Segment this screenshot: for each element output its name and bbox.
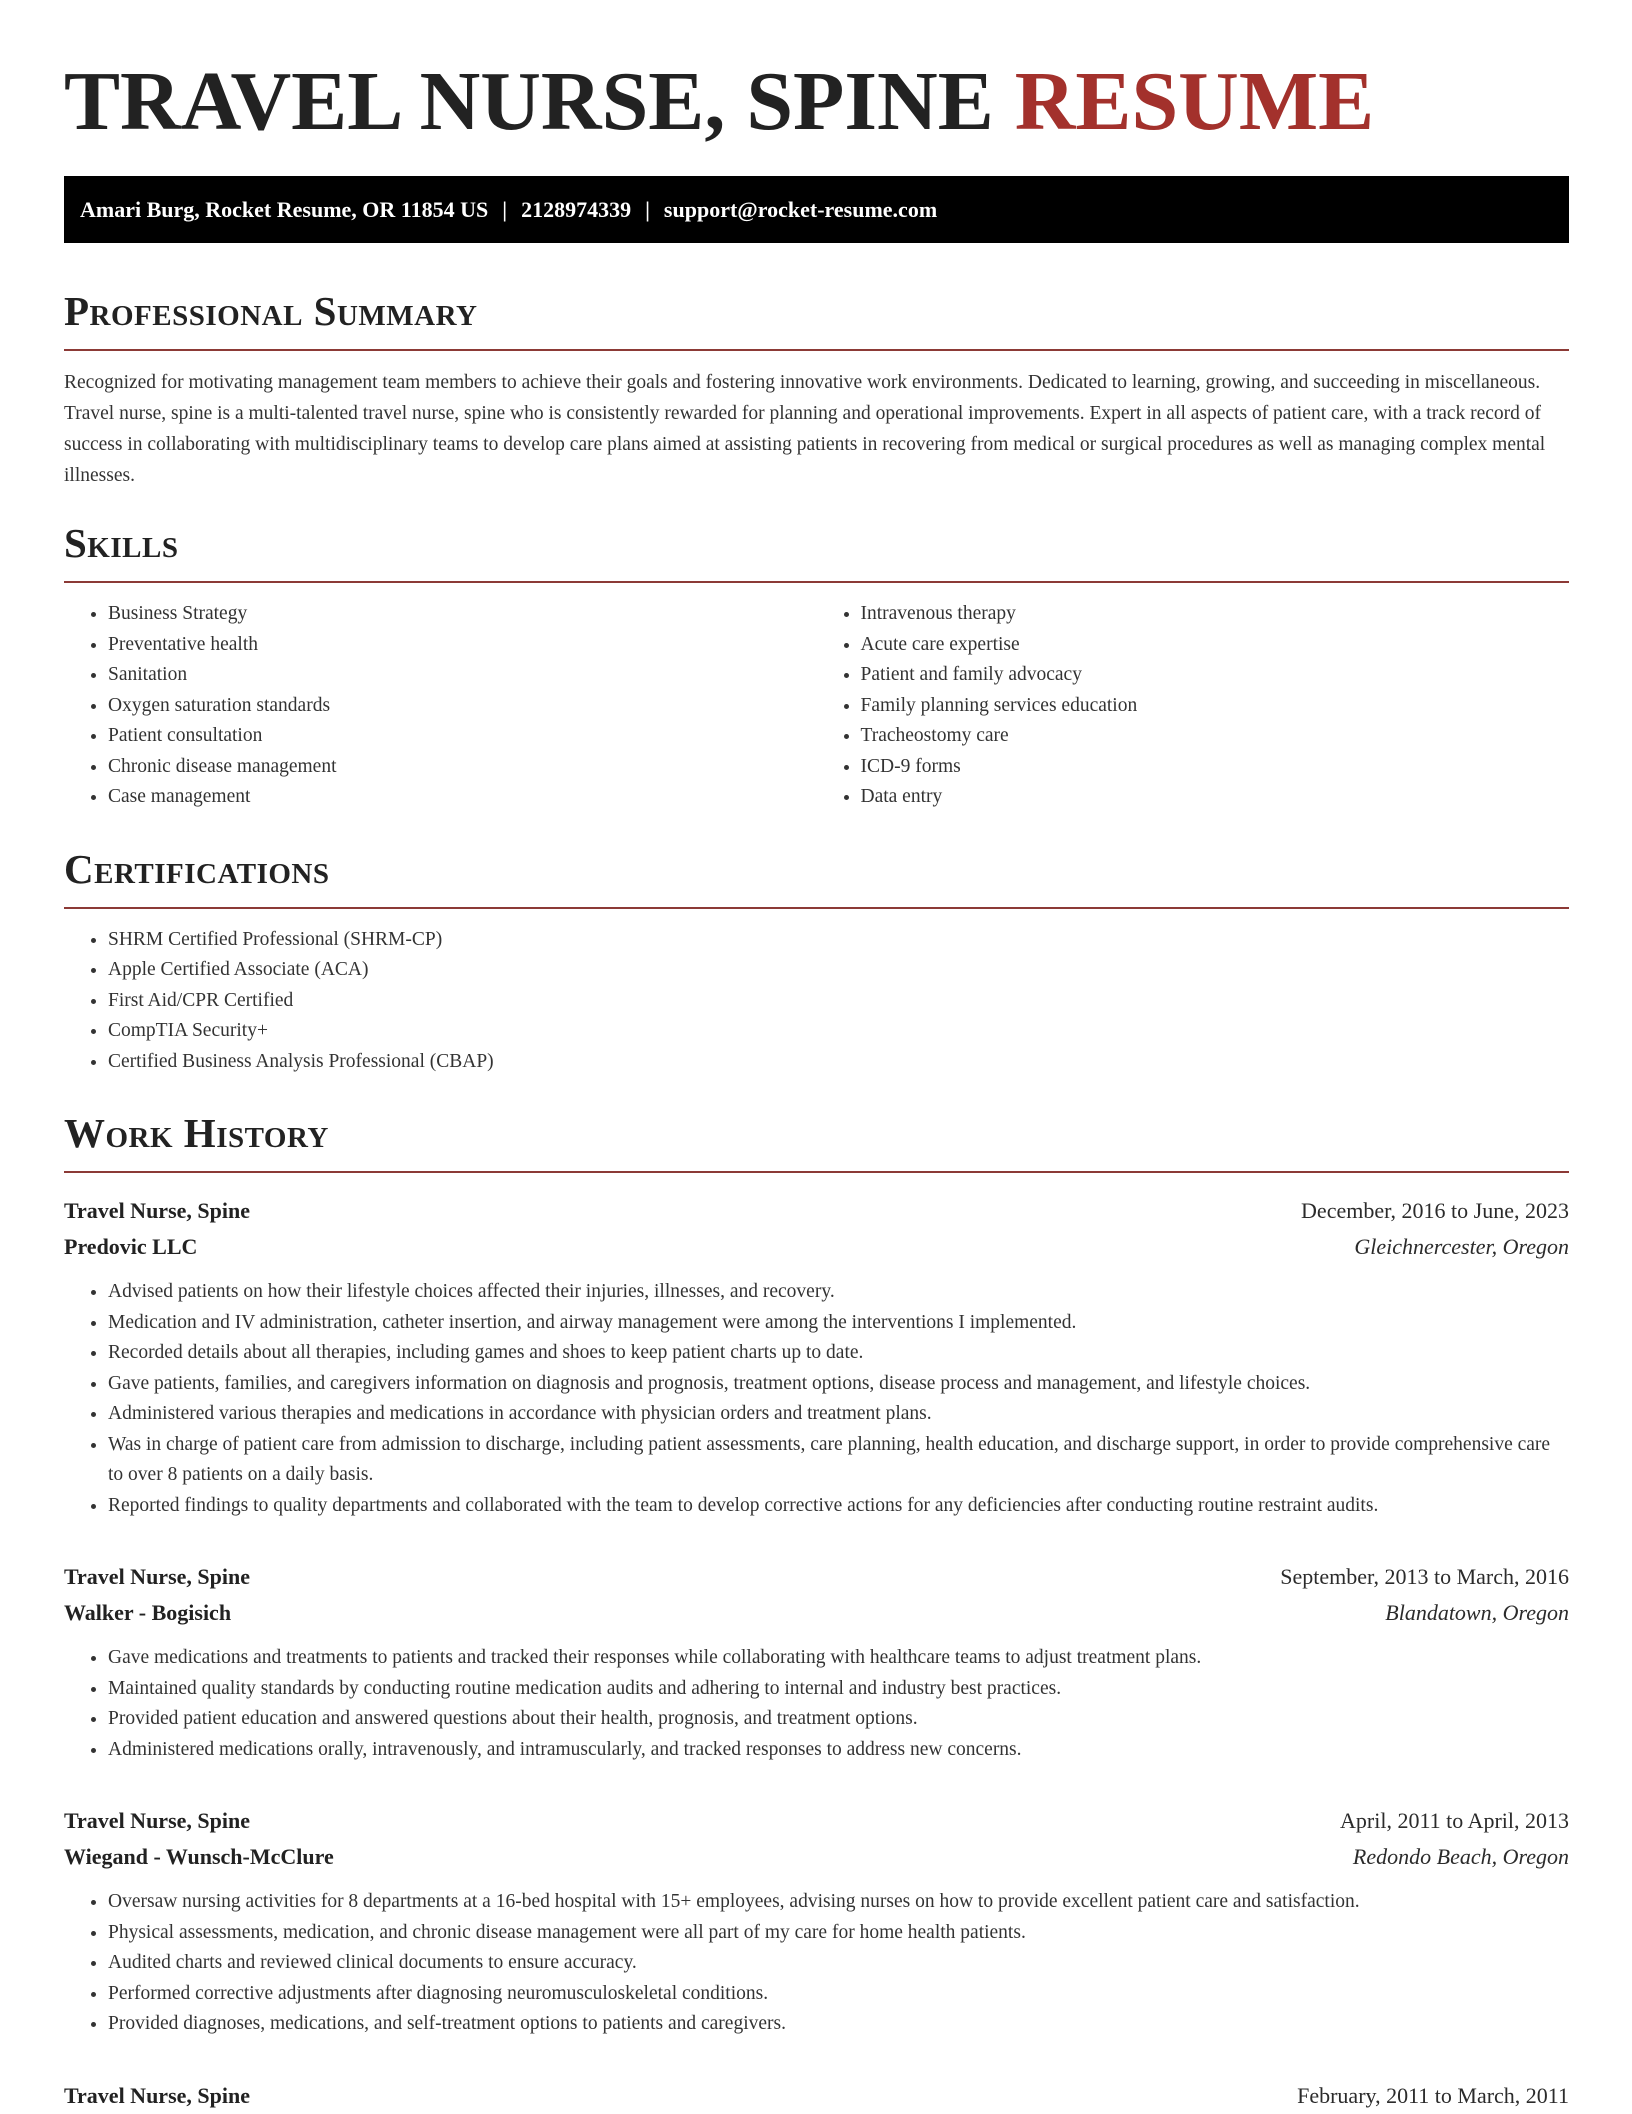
job-bullet: • Physical assessments, medication, and chronic disease management were all part of my care for home health patients. [108, 1918, 1569, 1949]
job-bullet: • Reported findings to quality departments and collaborated with the team to develop corrective actions for any deficiencies after conducting routine restraint audits. [108, 1491, 1569, 1522]
skills-column-right [817, 599, 1570, 813]
section-heading-certifications: Certifications [64, 845, 330, 892]
certification-item: • First Aid/CPR Certified [108, 986, 1569, 1017]
job-company: Wiegand - Wunsch-McClure [64, 1844, 334, 1869]
job-title: Travel Nurse, Spine [64, 1198, 250, 1223]
job-dates: September, 2013 to March, 2016 [1280, 1564, 1569, 1589]
certifications-list [64, 925, 1569, 1078]
job-company: Predovic LLC [64, 1234, 198, 1259]
skill-item: • Acute care expertise [861, 630, 1570, 661]
certification-item: • Certified Business Analysis Professional (CBAP) [108, 1047, 1569, 1078]
job-title: Travel Nurse, Spine [64, 1808, 250, 1833]
job-header-row [64, 1559, 1569, 1595]
job-header-row [64, 1803, 1569, 1839]
contact-email: support@rocket-resume.com [663, 196, 938, 222]
job-bullet: • Gave patients, families, and caregivers information on diagnosis and prognosis, treatment options, disease process and management, and lifestyle choices. [108, 1369, 1569, 1400]
job-bullet: • Recorded details about all therapies, including games and shoes to keep patient charts up to date. [108, 1338, 1569, 1369]
contact-separator: | [502, 196, 508, 222]
skill-item: • Business Strategy [108, 599, 817, 630]
job-entry [64, 2078, 1569, 2114]
job-location: Blandatown, Oregon [1385, 1600, 1569, 1625]
job-company-row [64, 1839, 1569, 1875]
job-bullets [64, 1643, 1569, 1765]
section-divider [64, 349, 1569, 351]
section-divider [64, 907, 1569, 909]
job-company-row [64, 1229, 1569, 1265]
section-heading-summary: Professional Summary [64, 288, 478, 334]
skill-item: • Patient and family advocacy [861, 660, 1570, 691]
job-entry [64, 1803, 1569, 2040]
job-entry [64, 1559, 1569, 1765]
contact-bar [64, 176, 1569, 243]
skill-item: • Tracheostomy care [861, 721, 1570, 752]
resume-page [64, 0, 1569, 2114]
resume-title-accent: RESUME [1014, 55, 1375, 148]
job-bullet: • Advised patients on how their lifestyle choices affected their injuries, illnesses, and recovery. [108, 1277, 1569, 1308]
skill-item: • Family planning services education [861, 691, 1570, 722]
job-header-row [64, 2078, 1569, 2114]
certification-item: • Apple Certified Associate (ACA) [108, 955, 1569, 986]
section-heading-skills: Skills [64, 520, 179, 566]
certification-item: • SHRM Certified Professional (SHRM-CP) [108, 925, 1569, 956]
skill-item: • Data entry [861, 782, 1570, 813]
contact-separator: | [645, 196, 650, 222]
job-location: Redondo Beach, Oregon [1352, 1844, 1569, 1869]
job-company: Walker - Bogisich [64, 1600, 232, 1625]
skill-item: • ICD-9 forms [861, 752, 1570, 783]
resume-title [64, 0, 1569, 148]
job-company-row [64, 1595, 1569, 1631]
job-bullets [64, 1277, 1569, 1521]
resume-title-main: TRAVEL NURSE, SPINE [64, 55, 994, 148]
job-dates: April, 2011 to April, 2013 [1340, 1808, 1569, 1833]
job-bullet: • Audited charts and reviewed clinical documents to ensure accuracy. [108, 1948, 1569, 1979]
section-divider [64, 1171, 1569, 1173]
job-entry [64, 1193, 1569, 1521]
job-bullet: • Oversaw nursing activities for 8 departments at a 16-bed hospital with 15+ employees, advising nurses on how to provide excellent patient care and satisfaction. [108, 1887, 1569, 1918]
job-title: Travel Nurse, Spine [64, 1564, 250, 1589]
job-bullets [64, 1887, 1569, 2040]
skills-column-left [64, 599, 817, 813]
skill-item: • Intravenous therapy [861, 599, 1570, 630]
job-header-row [64, 1193, 1569, 1229]
job-dates: December, 2016 to June, 2023 [1301, 1198, 1569, 1223]
skill-item: • Preventative health [108, 630, 817, 661]
skills-grid [64, 599, 1569, 813]
job-bullet: • Administered various therapies and medications in accordance with physician orders and treatment plans. [108, 1399, 1569, 1430]
summary-text: Recognized for motivating management team members to achieve their goals and fostering innovative work environments. Dedicated to learning, growing, and succeeding in miscellaneous. Travel nurse, spine is a multi-talented travel nurse, spine who is consistently rewarded for planning and operational improvements. Expert in all aspects of patient care, with a track record of success in collaborating with multidisciplinary teams to develop care plans aimed at assisting patients in recovering from medical or surgical procedures as well as managing complex mental illnesses. [64, 372, 1546, 486]
job-bullet: • Administered medications orally, intravenously, and intramuscularly, and tracked responses to address new concerns. [108, 1735, 1569, 1766]
skill-item: • Patient consultation [108, 721, 817, 752]
job-bullet: • Provided patient education and answered questions about their health, prognosis, and treatment options. [108, 1704, 1569, 1735]
certification-item: • CompTIA Security+ [108, 1016, 1569, 1047]
job-bullet: • Performed corrective adjustments after diagnosing neuromusculoskeletal conditions. [108, 1979, 1569, 2010]
job-bullet: • Was in charge of patient care from admission to discharge, including patient assessments, care planning, health education, and discharge support, in order to provide comprehensive care to over 8 patients on a daily basis. [108, 1430, 1569, 1491]
job-bullet: • Maintained quality standards by conducting routine medication audits and adhering to internal and industry best practices. [108, 1674, 1569, 1705]
job-title: Travel Nurse, Spine [64, 2082, 250, 2108]
skill-item: • Chronic disease management [108, 752, 817, 783]
contact-address: Amari Burg, Rocket Resume, OR 11854 US [80, 196, 489, 222]
skill-item: • Case management [108, 782, 817, 813]
skill-item: • Sanitation [108, 660, 817, 691]
job-bullet: • Gave medications and treatments to patients and tracked their responses while collaborating with healthcare teams to adjust treatment plans. [108, 1643, 1569, 1674]
section-heading-work-history: Work History [64, 1110, 329, 1156]
job-location: Gleichnercester, Oregon [1354, 1234, 1569, 1259]
skill-item: • Oxygen saturation standards [108, 691, 817, 722]
job-bullet: • Provided diagnoses, medications, and self-treatment options to patients and caregivers. [108, 2009, 1569, 2040]
job-bullet: • Medication and IV administration, catheter insertion, and airway management were among the interventions I implemented. [108, 1308, 1569, 1339]
section-divider [64, 581, 1569, 583]
contact-phone: 2128974339 [521, 196, 632, 222]
job-dates: February, 2011 to March, 2011 [1297, 2082, 1569, 2108]
